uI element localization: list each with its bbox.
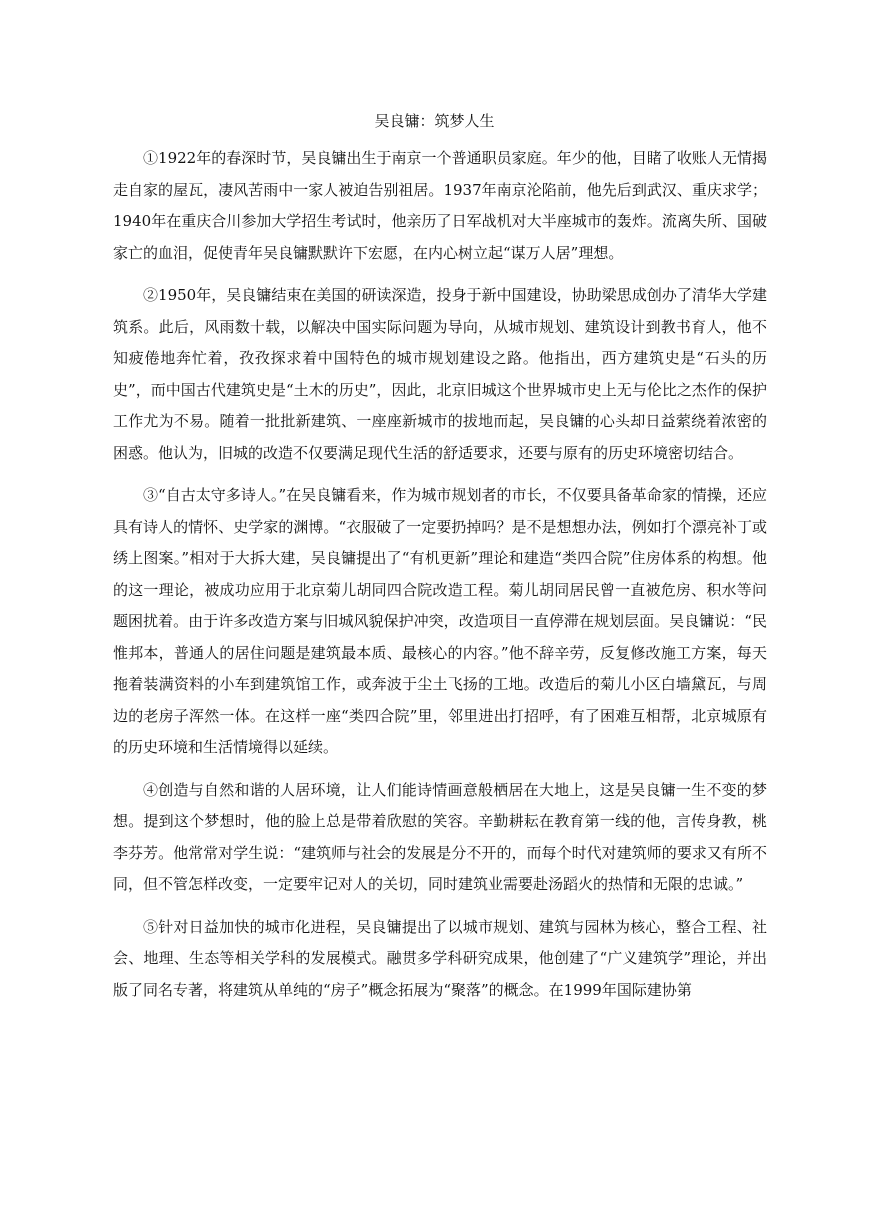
article-title: 吴良镛：筑梦人生	[374, 112, 495, 130]
article-body	[113, 143, 767, 1017]
paragraph-2: ②1950年，吴良镛结束在美国的研读深造，投身于新中国建设，协助梁思成创办了清华大学建筑系。此后，风雨数十载，以解决中国实际问题为导向，从城市规划、建筑设计到教书育人，他不知疲倦地奔忙着，孜孜探求着中国特色的城市规划建设之路。他指出，西方建筑史是“石头的历史”，而中国古代建筑史是“土木的历史”，因此，北京旧城这个世界城市史上无与伦比之杰作的保护工作尤为不易。随着一批批新建筑、一座座新城市的拔地而起，吴良镛的心头却日益萦绕着浓密的困惑。他认为，旧城的改造不仅要满足现代生活的舒适要求，还要与原有的历史环境密切结合。	[113, 286, 767, 462]
paragraph-1: ①1922年的春深时节，吴良镛出生于南京一个普通职员家庭。年少的他，目睹了收账人无情揭走自家的屋瓦，凄风苦雨中一家人被迫告别祖居。1937年南京沦陷前，他先后到武汉、重庆求学；1940年在重庆合川参加大学招生考试时，他亲历了日军战机对大半座城市的轰炸。流离失所、国破家亡的血泪，促使青年吴良镛默默许下宏愿，在内心树立起“谋万人居”理想。	[113, 149, 767, 262]
paragraph-5: ⑤针对日益加快的城市化进程，吴良镛提出了以城市规划、建筑与园林为核心，整合工程、社会、地理、生态等相关学科的发展模式。融贯多学科研究成果，他创建了“广义建筑学”理论，并出版了同名专著，将建筑从单纯的“房子”概念拓展为“聚落”的概念。在1999年国际建协第	[113, 917, 767, 999]
paragraph-3: ③“自古太守多诗人。”在吴良镛看来，作为城市规划者的市长，不仅要具备革命家的情操，还应具有诗人的情怀、史学家的渊博。“衣服破了一定要扔掉吗？是不是想想办法，例如打个漂亮补丁或绣上图案。”相对于大拆大建，吴良镛提出了“有机更新”理论和建造“类四合院”住房体系的构想。他的这一理论，被成功应用于北京菊儿胡同四合院改造工程。菊儿胡同居民曾一直被危房、积水等问题困扰着。由于许多改造方案与旧城风貌保护冲突，改造项目一直停滞在规划层面。吴良镛说：“民惟邦本，普通人的居住问题是建筑最本质、最核心的内容。”他不辞辛劳，反复修改施工方案，每天拖着装满资料的小车到建筑馆工作，或奔波于尘土飞扬的工地。改造后的菊儿小区白墙黛瓦，与周边的老房子浑然一体。在这样一座“类四合院”里，邻里进出打招呼，有了困难互相帮，北京城原有的历史环境和生活情境得以延续。	[113, 486, 767, 756]
paragraph-4: ④创造与自然和谐的人居环境，让人们能诗情画意般栖居在大地上，这是吴良镛一生不变的梦想。提到这个梦想时，他的脸上总是带着欣慰的笑容。辛勤耕耘在教育第一线的他，言传身教，桃李芬芳。他常常对学生说：“建筑师与社会的发展是分不开的，而每个时代对建筑师的要求又有所不同，但不管怎样改变，一定要牢记对人的关切，同时建筑业需要赴汤蹈火的热情和无限的忠诚。”	[113, 780, 767, 893]
